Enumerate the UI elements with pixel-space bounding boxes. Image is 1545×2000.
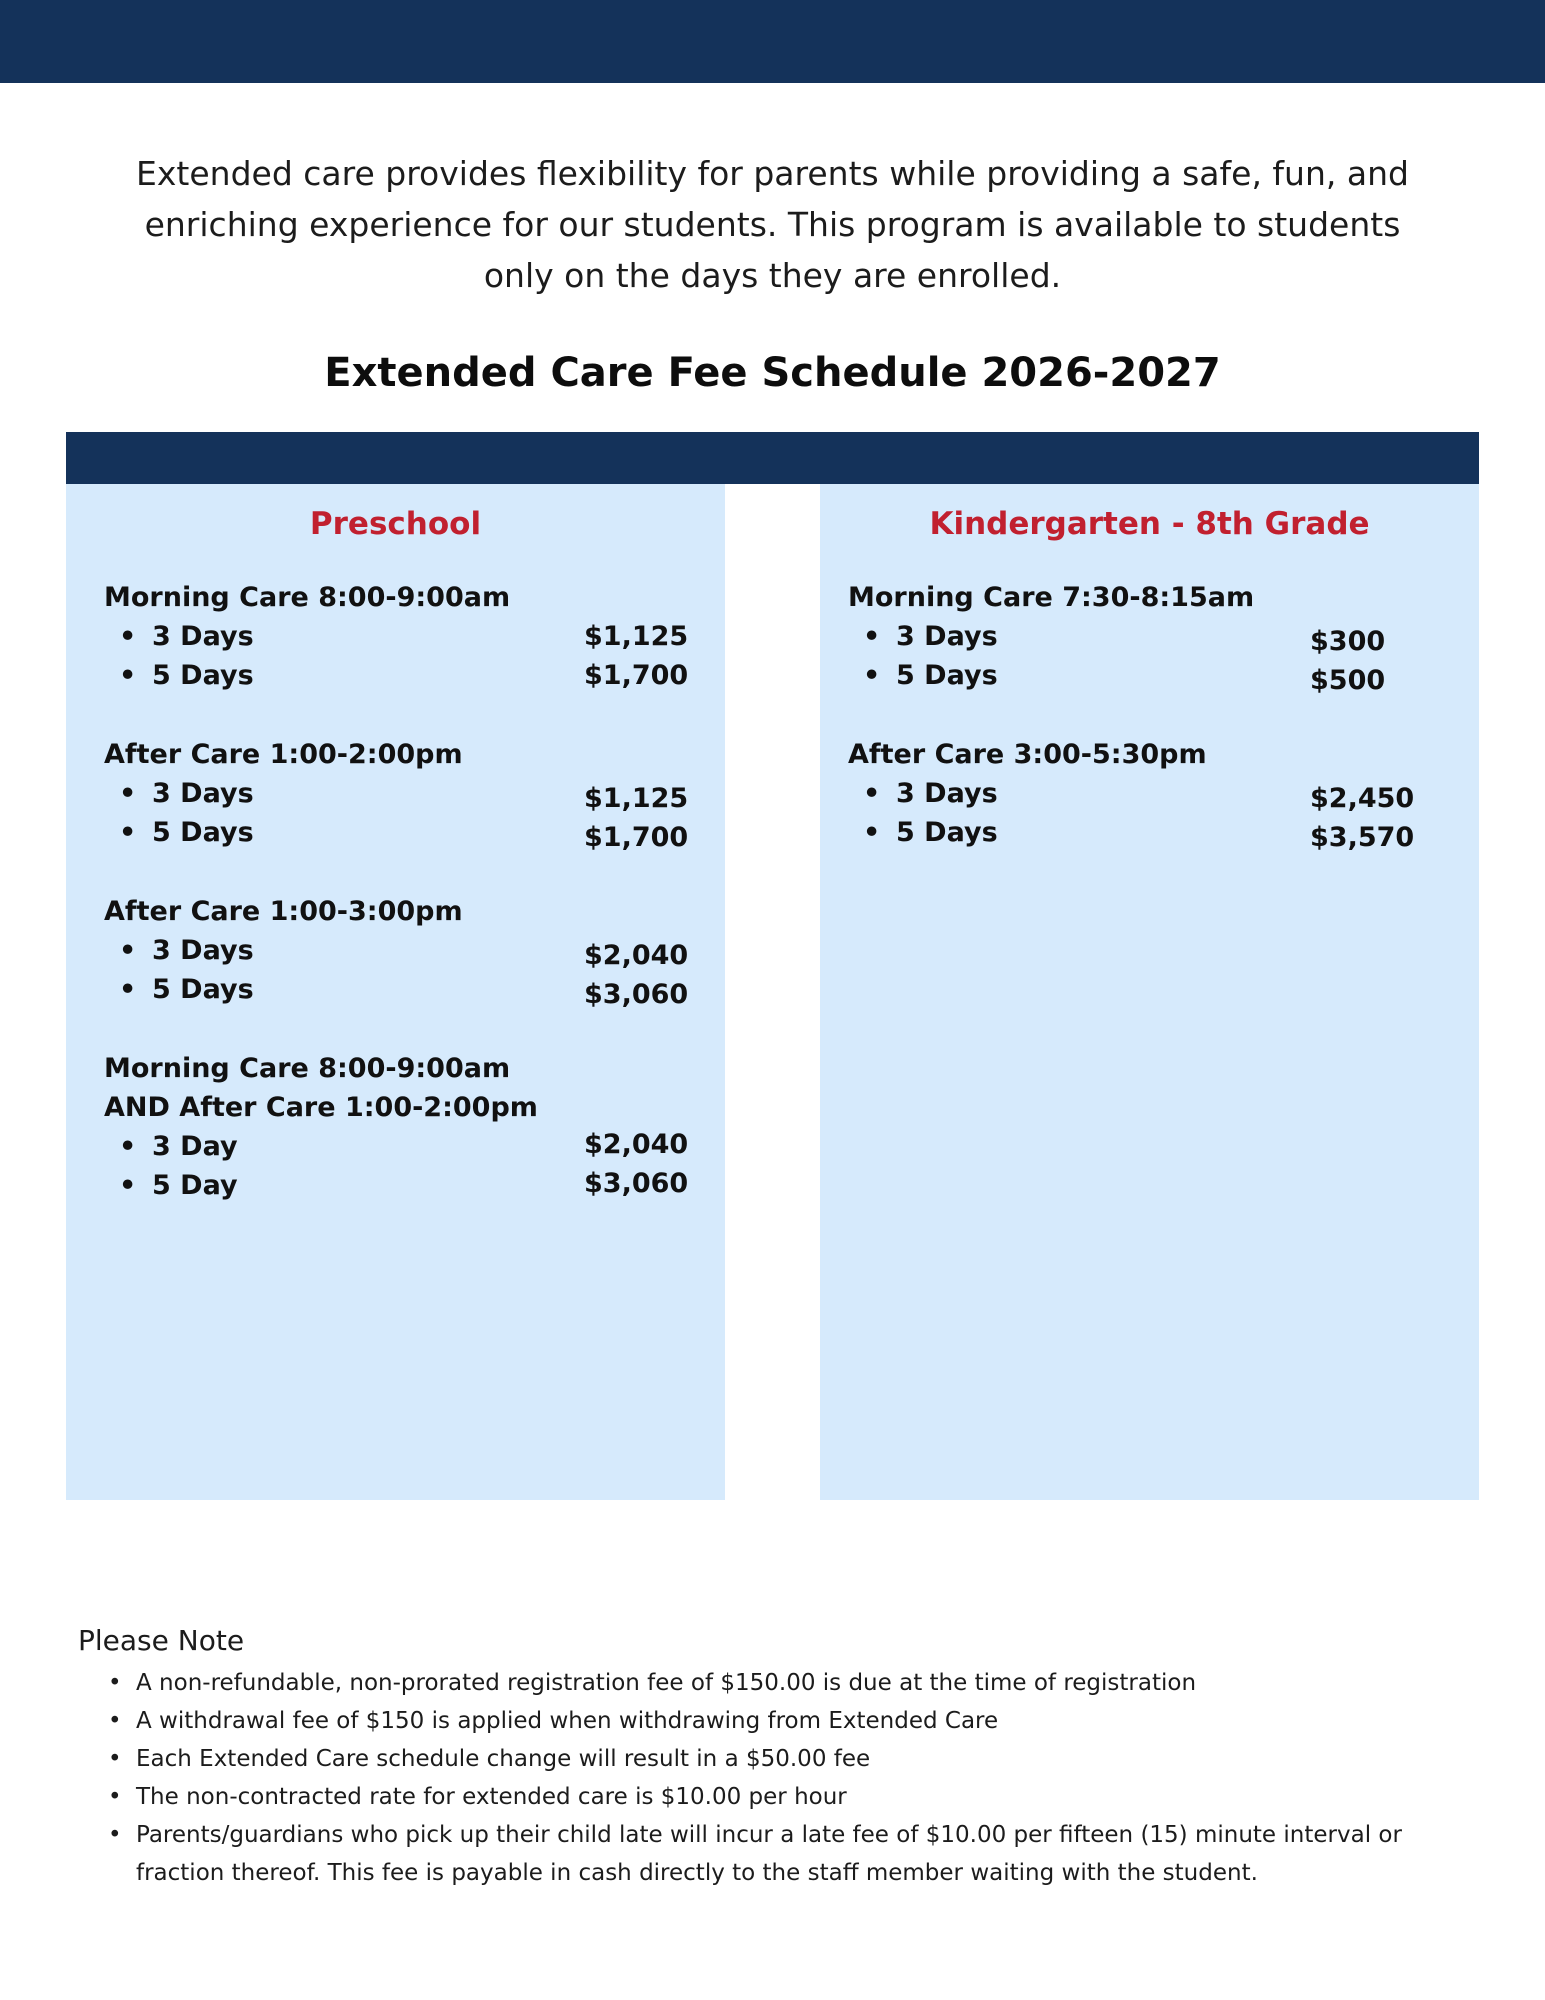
bullet-icon: • <box>863 817 881 848</box>
bullet-icon: • <box>119 974 137 1005</box>
fee-label: 5 Days <box>152 817 254 848</box>
fee-row <box>848 813 1448 852</box>
fee-row <box>104 931 704 970</box>
section-title: AND After Care 1:00-2:00pm <box>104 1092 538 1123</box>
intro-line: only on the days they are enrolled. <box>483 256 1062 295</box>
bullet-icon: • <box>108 1746 122 1772</box>
section-title: After Care 3:00-5:30pm <box>848 739 1207 770</box>
please-note-section <box>78 1622 1478 1892</box>
fee-label: 5 Days <box>896 660 998 691</box>
fee-price: $500 <box>1310 665 1386 696</box>
fee-price: $1,700 <box>584 822 689 853</box>
bullet-icon: • <box>119 778 137 809</box>
section-title: Morning Care 7:30-8:15am <box>848 582 1255 613</box>
fee-label: 3 Days <box>152 935 254 966</box>
note-item <box>78 1816 1478 1892</box>
note-text: A withdrawal fee of $150 is applied when withdrawing from Extended Care <box>136 1708 999 1734</box>
k8-panel <box>820 484 1479 1500</box>
note-text: A non-refundable, non-prorated registration fee of $150.00 is due at the time of registration <box>136 1670 1197 1696</box>
notes-list <box>78 1664 1478 1892</box>
fee-label: 3 Days <box>152 778 254 809</box>
fee-label: 3 Days <box>152 621 254 652</box>
fee-price: $3,060 <box>584 979 689 1010</box>
bullet-icon: • <box>108 1670 122 1696</box>
preschool-heading: Preschool <box>309 506 482 542</box>
fee-price: $1,700 <box>584 660 689 691</box>
fee-price: $3,570 <box>1310 822 1415 853</box>
intro-paragraph <box>80 148 1465 301</box>
note-text: The non-contracted rate for extended care is $10.00 per hour <box>136 1784 847 1810</box>
fee-row <box>104 617 704 656</box>
k8-heading: Kindergarten - 8th Grade <box>929 506 1370 542</box>
preschool-panel <box>66 484 725 1500</box>
bullet-icon: • <box>119 1170 137 1201</box>
fee-row <box>104 813 704 852</box>
fee-price: $1,125 <box>584 621 689 652</box>
fee-label: 5 Day <box>152 1170 238 1201</box>
k8-after-care-section <box>848 735 1448 852</box>
section-title: After Care 1:00-3:00pm <box>104 896 463 927</box>
section-title: Morning Care 8:00-9:00am <box>104 1053 511 1084</box>
bullet-icon: • <box>119 817 137 848</box>
note-text: Parents/guardians who pick up their child late will incur a late fee of $10.00 per fifteen (15) minute interval or <box>136 1822 1402 1848</box>
fee-label: 5 Days <box>152 660 254 691</box>
preschool-combined-care-section <box>104 1049 704 1205</box>
fee-price: $300 <box>1310 626 1386 657</box>
intro-line: Extended care provides flexibility for parents while providing a safe, fun, and <box>136 154 1409 193</box>
fee-row <box>104 1166 704 1205</box>
bullet-icon: • <box>119 935 137 966</box>
note-item <box>78 1740 1478 1778</box>
note-item <box>78 1702 1478 1740</box>
note-text: fraction thereof. This fee is payable in cash directly to the staff member waiting with the student. <box>136 1860 1258 1886</box>
preschool-after-care-3pm-section <box>104 892 704 1009</box>
bullet-icon: • <box>119 660 137 691</box>
note-item <box>78 1778 1478 1816</box>
fee-price: $2,450 <box>1310 783 1415 814</box>
bullet-icon: • <box>863 778 881 809</box>
fee-label: 3 Day <box>152 1131 238 1162</box>
fee-price: $2,040 <box>584 1129 689 1160</box>
section-title: After Care 1:00-2:00pm <box>104 739 463 770</box>
fee-row <box>104 774 704 813</box>
table-header-band <box>66 432 1479 484</box>
fee-label: 5 Days <box>152 974 254 1005</box>
header-band <box>0 0 1545 83</box>
fee-price: $3,060 <box>584 1168 689 1199</box>
bullet-icon: • <box>119 1131 137 1162</box>
fee-row <box>848 656 1448 695</box>
fee-row <box>848 774 1448 813</box>
note-item <box>78 1664 1478 1702</box>
bullet-icon: • <box>108 1708 122 1734</box>
bullet-icon: • <box>863 660 881 691</box>
fee-row <box>104 656 704 695</box>
bullet-icon: • <box>863 621 881 652</box>
bullet-icon: • <box>108 1822 122 1848</box>
fee-price: $2,040 <box>584 940 689 971</box>
fee-label: 3 Days <box>896 621 998 652</box>
fee-row <box>104 970 704 1009</box>
fee-label: 3 Days <box>896 778 998 809</box>
k8-morning-care-section <box>848 578 1448 695</box>
note-text: Each Extended Care schedule change will result in a $50.00 fee <box>136 1746 871 1772</box>
bullet-icon: • <box>108 1784 122 1810</box>
fee-row <box>848 617 1448 656</box>
preschool-after-care-2pm-section <box>104 735 704 852</box>
section-title: Morning Care 8:00-9:00am <box>104 582 511 613</box>
intro-line: enriching experience for our students. This program is available to students <box>144 205 1401 244</box>
fee-price: $1,125 <box>584 783 689 814</box>
page-title: Extended Care Fee Schedule 2026-2027 <box>324 350 1221 396</box>
fee-row <box>104 1127 704 1166</box>
preschool-morning-care-section <box>104 578 704 695</box>
bullet-icon: • <box>119 621 137 652</box>
fee-label: 5 Days <box>896 817 998 848</box>
notes-heading: Please Note <box>78 1624 245 1657</box>
